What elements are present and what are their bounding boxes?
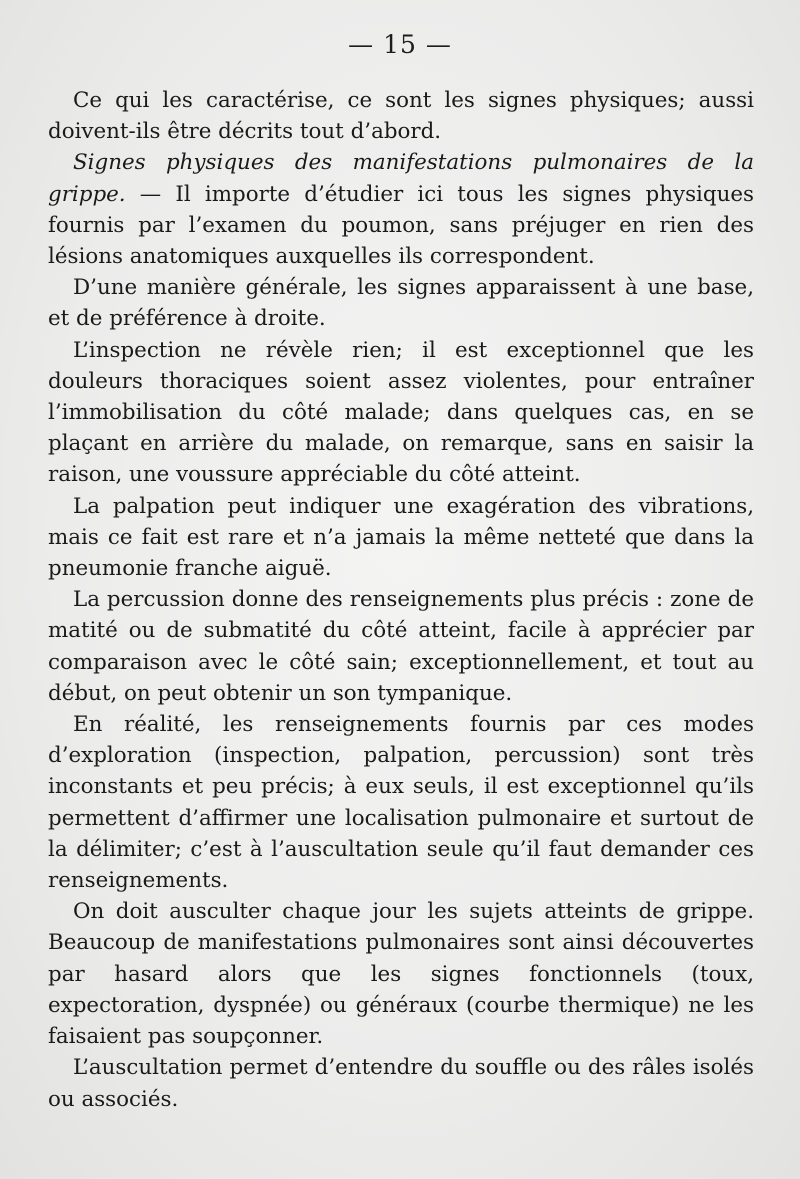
paragraph-text: — Il importe d’étudier ici tous les signes physiques fournis par l’examen du poumon, sans préjuger en rien des lésions anatomiques auxquelles ils correspondent. xyxy=(48,181,754,270)
paragraph-characterization xyxy=(48,85,754,147)
paragraph-text: La percussion donne des renseignements plus précis : zone de matité ou de submatité du côté atteint, facile à apprécier par comparaison avec le côté sain; exceptionnellement, et tout au début, on peut obtenir un son tympanique. xyxy=(48,587,754,706)
page-number: — 15 — xyxy=(348,30,452,59)
paragraph-physical-signs xyxy=(48,147,754,272)
paragraph-text: La palpation peut indiquer une exagération des vibrations, mais ce fait est rare et n’a jamais la même netteté que dans la pneumonie franche aiguë. xyxy=(48,493,754,582)
paragraph-palpation xyxy=(48,491,754,585)
paragraph-text: L’inspection ne révèle rien; il est exceptionnel que les douleurs thoraciques soient assez violentes, pour entraîner l’immobilisation du côté malade; dans quelques cas, en se plaçant en arrière du malade, on remarque, sans en saisir la raison, une voussure appréciable du côté atteint. xyxy=(48,337,754,488)
paragraph-inspection xyxy=(48,335,754,491)
paragraph-text: Ce qui les caractérise, ce sont les signes physiques; aussi doivent-ils être décrits tout d’abord. xyxy=(48,88,754,145)
paragraph-auscultation xyxy=(48,1052,754,1114)
paragraph-text: En réalité, les renseignements fournis par ces modes d’exploration (inspection, palpation, percussion) sont très inconstants et peu précis; à eux seuls, il est exceptionnel qu’ils permettent d’affirmer une localisation pulmonaire et surtout de la délimiter; c’est à l’auscultation seule qu’il faut demander ces renseignements. xyxy=(48,712,754,894)
paragraph-text: D’une manière générale, les signes apparaissent à une base, et de préférence à droite. xyxy=(48,275,754,332)
body-text xyxy=(48,85,754,1115)
paragraph-auscultate-daily xyxy=(48,896,754,1052)
paragraph-percussion xyxy=(48,584,754,709)
paragraph-reality xyxy=(48,709,754,896)
section-heading: Signes physiques des manifestations pulmonaires de la grippe. xyxy=(48,150,754,207)
paragraph-text: L’auscultation permet d’entendre du souffle ou des râles isolés ou associés. xyxy=(48,1055,754,1112)
paragraph-text: On doit ausculter chaque jour les sujets atteints de grippe. Beaucoup de manifestations pulmonaires sont ainsi découvertes par hasard alors que les signes fonctionnels (toux, expectoration, dyspnée) ou généraux (courbe thermique) ne les faisaient pas soupçonner. xyxy=(48,899,754,1050)
paragraph-general xyxy=(48,272,754,334)
